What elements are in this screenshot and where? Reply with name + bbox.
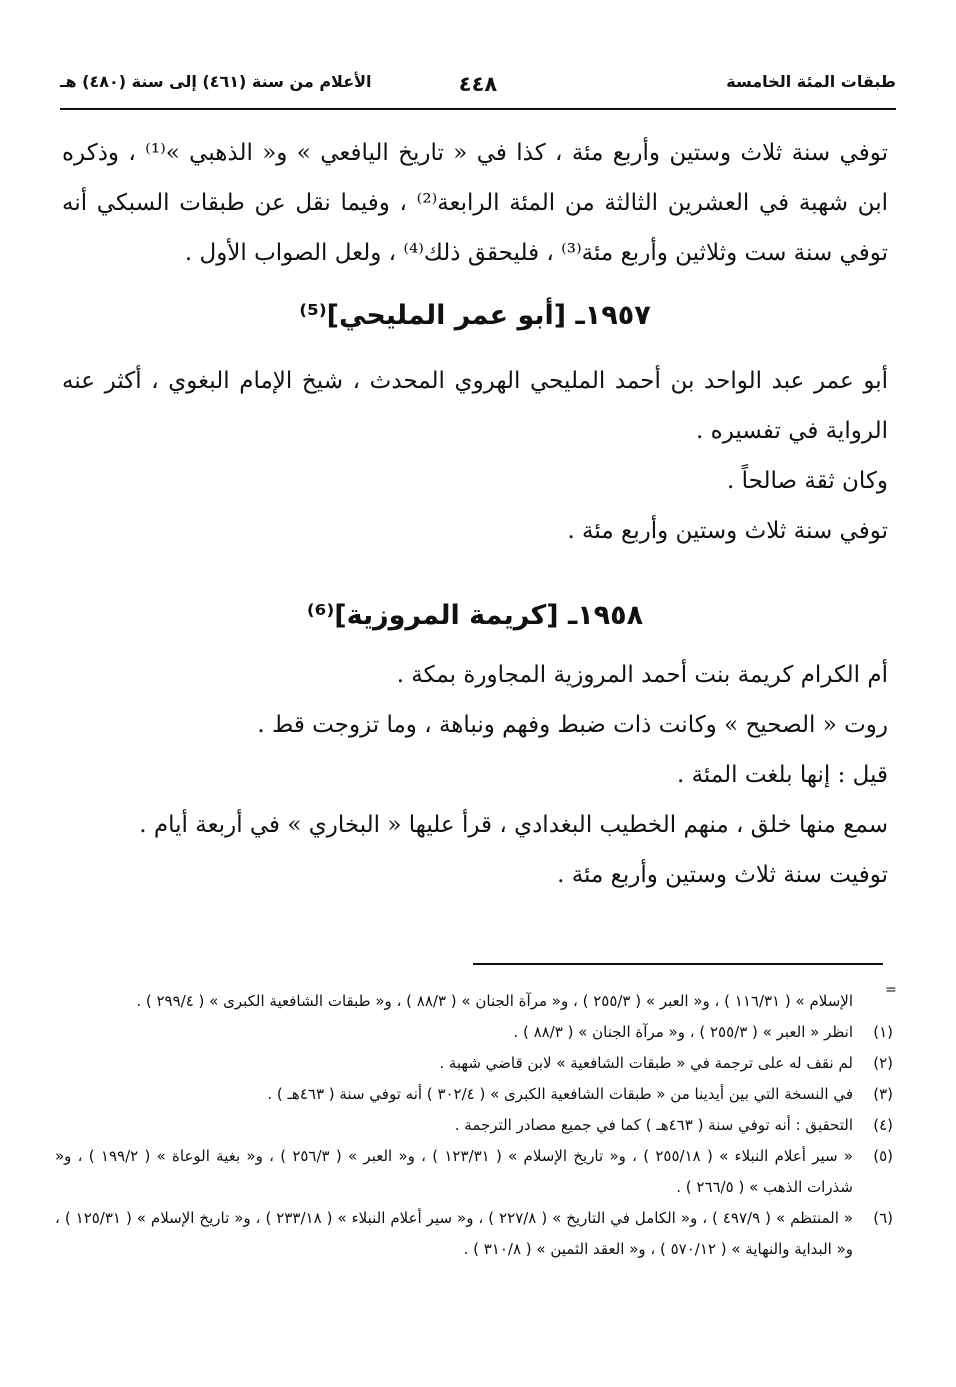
footnote-divider: [473, 963, 883, 965]
footnote: [55, 1079, 893, 1110]
entry-paragraph: سمع منها خلق ، منهم الخطيب البغدادي ، قرأ عليها « البخاري » في أربعة أيام .: [139, 812, 888, 838]
footnote-number: [853, 986, 893, 1017]
entry-paragraph: وكان ثقة صالحاً .: [727, 468, 888, 494]
intro-paragraph: توفي سنة ثلاث وستين وأربع مئة ، كذا في « تاريخ اليافعي » و« الذهبي »⁽¹⁾ ، وذكره ابن شهبة في العشرين الثالثة من المئة الرابعة⁽²⁾ ، وفيما نقل عن طبقات السبكي أنه توفي سنة ست وثلاثين وأربع مئة⁽³⁾ ، فليحقق ذلك⁽⁴⁾ ، ولعل الصواب الأول .: [62, 140, 889, 266]
entry-paragraph: توفي سنة ثلاث وستين وأربع مئة .: [567, 518, 888, 544]
entry-paragraph: قيل : إنها بلغت المئة .: [676, 762, 888, 788]
footnote-text: في النسخة التي بين أيدينا من « طبقات الشافعية الكبرى » ( ٣٠٢/٤ ) أنه توفي سنة ( ٤٦٣هـ ) .: [267, 1085, 853, 1103]
footnote-text: التحقيق : أنه توفي سنة ( ٤٦٣هـ ) كما في جميع مصادر الترجمة .: [454, 1116, 853, 1134]
page-number: ٤٤٨: [458, 72, 498, 96]
footnote-text: الإسلام » ( ١١٦/٣١ ) ، و« العبر » ( ٢٥٥/٣ ) ، و« مرآة الجنان » ( ٨٨/٣ ) ، و« طبقات الشافعية الكبرى » ( ٢٩٩/٤ ) .: [136, 992, 853, 1010]
footnote: [55, 1110, 893, 1141]
entry-paragraph: أبو عمر عبد الواحد بن أحمد المليحي الهروي المحدث ، شيخ الإمام البغوي ، أكثر عنه الرواية في تفسيره .: [62, 368, 888, 444]
header-section-title: طبقات المئة الخامسة: [726, 72, 896, 91]
footnotes: [55, 986, 893, 1265]
entry-paragraph: توفيت سنة ثلاث وستين وأربع مئة .: [557, 862, 888, 888]
footnote-continuation-mark: =: [885, 982, 897, 998]
entry-paragraph: أم الكرام كريمة بنت أحمد المروزية المجاورة بمكة .: [396, 662, 888, 688]
entry-body-1957: [62, 356, 888, 556]
footnote-number: (٣): [873, 1085, 893, 1103]
entry-body-1958: [62, 650, 888, 900]
footnote: [55, 1048, 893, 1079]
intro-paragraph-block: [62, 128, 888, 278]
footnote-text: « المنتظم » ( ٤٩٧/٩ ) ، و« الكامل في التاريخ » ( ٢٢٧/٨ ) ، و« سير أعلام النبلاء » ( ٢٣٣/١٨ ) ، و« تاريخ الإسلام » ( ١٢٥/٣١ ) ، و« البداية والنهاية » ( ٥٧٠/١٢ ) ، و« العقد الثمين » ( ٣١٠/٨ ) .: [55, 1209, 854, 1258]
entry-paragraph: روت « الصحيح » وكانت ذات ضبط وفهم ونباهة ، وما تزوجت قط .: [257, 712, 888, 738]
footnote-number: (٤): [873, 1116, 893, 1134]
footnote: [55, 986, 893, 1017]
header-divider: [60, 108, 896, 110]
footnote: [55, 1141, 893, 1203]
footnote-number: (١): [873, 1023, 893, 1041]
footnote-text: لم نقف له على ترجمة في « طبقات الشافعية » لابن قاضي شهبة .: [439, 1054, 853, 1072]
running-header: [60, 72, 896, 102]
footnote: [55, 1017, 893, 1048]
footnote-number: (٦): [873, 1209, 893, 1227]
footnote-number: (٥): [873, 1147, 893, 1165]
entry-title-1958: ١٩٥٨ـ [كريمة المروزية]⁽⁶⁾: [306, 600, 644, 631]
header-date-range: الأعلام من سنة (٤٦١) إلى سنة (٤٨٠) هـ: [60, 72, 372, 91]
footnote-text: « سير أعلام النبلاء » ( ٢٥٥/١٨ ) ، و« تاريخ الإسلام » ( ١٢٣/٣١ ) ، و« العبر » ( ٢٥٦/٣ ) ، و« بغية الوعاة » ( ١٩٩/٢ ) ، و« شذرات الذهب » ( ٢٦٦/٥ ) .: [55, 1147, 854, 1196]
entry-title-1957: ١٩٥٧ـ [أبو عمر المليحي]⁽⁵⁾: [299, 300, 651, 331]
footnote: [55, 1203, 893, 1265]
footnote-text: انظر « العبر » ( ٢٥٥/٣ ) ، و« مرآة الجنان » ( ٨٨/٣ ) .: [513, 1023, 853, 1041]
footnote-number: (٢): [873, 1054, 893, 1072]
